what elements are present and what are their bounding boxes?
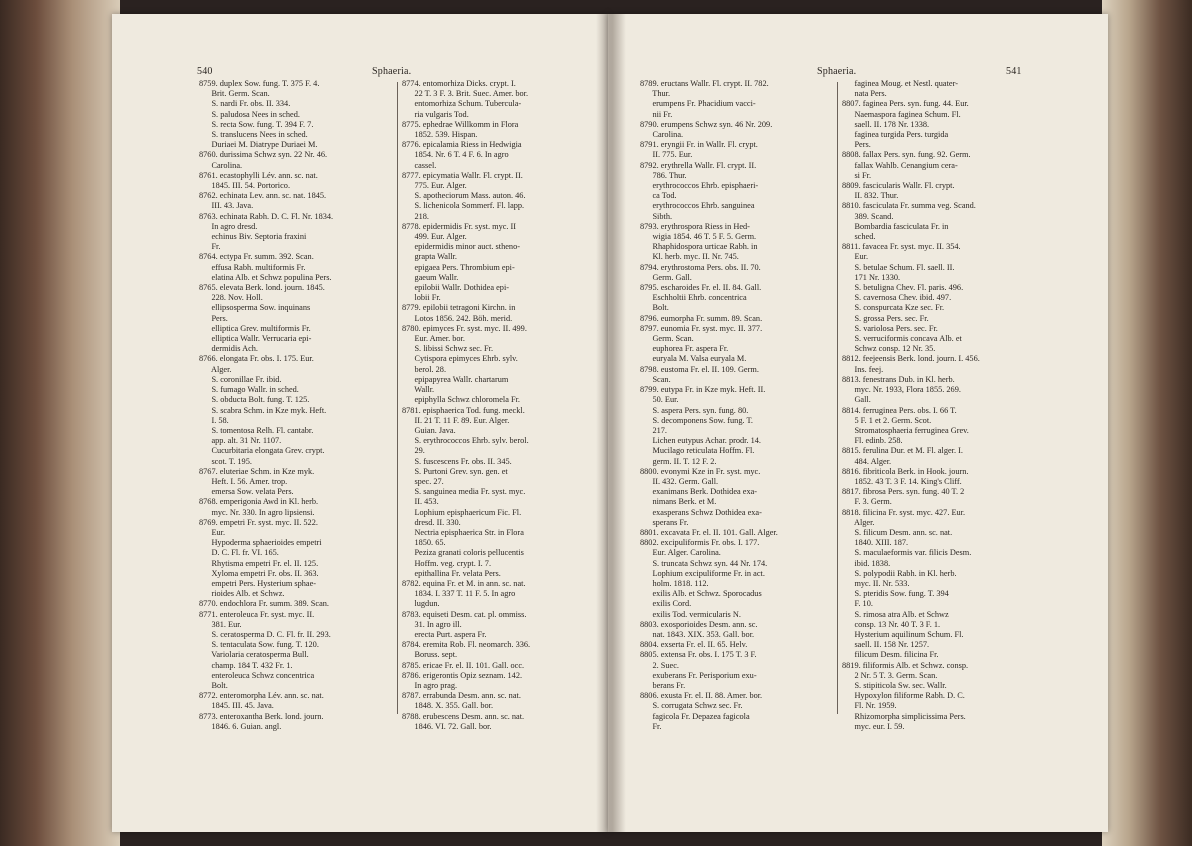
entry-line: II. 832. Thur. <box>842 191 899 201</box>
entry-line: 8809. fascicularis Wallr. Fl. crypt. <box>842 181 955 191</box>
book-edge-left <box>0 0 120 846</box>
entry-line: S. libissi Schwz sec. Fr. <box>402 344 494 354</box>
entry-line: Ins. feej. <box>842 364 884 374</box>
entry-line: 1846. 6. Guian. angl. <box>199 721 282 731</box>
entry-line: germ. II. T. 12 F. 2. <box>640 456 717 466</box>
entry-line: III. 43. Java. <box>199 201 254 211</box>
left-page-number: 540 <box>197 66 213 77</box>
entry-line: Eur. Amer. bor. <box>402 334 465 344</box>
entry-line: 1834. I. 337 T. 11 F. 5. In agro <box>402 589 516 599</box>
entry-line: epigaea Pers. Thrombium epi- <box>402 262 515 272</box>
entry-line: Carolina. <box>199 160 243 170</box>
entry-line: Sibth. <box>640 211 673 221</box>
entry-line: cassel. <box>402 160 437 170</box>
entry-line: nimans Berk. et M. <box>640 497 717 507</box>
entry-line: 1846. VI. 72. Gall. bor. <box>402 721 492 731</box>
entry-line: S. grossa Pers. sec. Fr. <box>842 313 929 323</box>
entry-line: 1845. III. 45. Java. <box>199 701 274 711</box>
entry-line: Alger. <box>842 517 875 527</box>
entry-line: 8810. fasciculata Fr. summa veg. Scand. <box>842 201 976 211</box>
entry-line: S. filicum Desm. ann. sc. nat. <box>842 527 953 537</box>
entry-line: S. lichenicola Sommerf. Fl. lapp. <box>402 201 525 211</box>
entry-line: Thur. <box>640 89 671 99</box>
entry-line: 8785. ericae Fr. el. II. 101. Gall. occ. <box>402 660 525 670</box>
entry-line: 8783. equiseti Desm. cat. pl. ommiss. <box>402 609 527 619</box>
entry-line: 8771. enteroleuca Fr. syst. myc. II. <box>199 609 315 619</box>
entry-line: scot. T. 195. <box>199 456 252 466</box>
entry-line: Lotos 1856. 242. Böh. merid. <box>402 313 513 323</box>
entry-line: 8767. eluteriae Schm. in Kze myk. <box>199 466 315 476</box>
entry-line: 8806. exusta Fr. el. II. 88. Amer. bor. <box>640 691 763 701</box>
entry-line: Heft. I. 56. Amer. trop. <box>199 476 288 486</box>
entry-line: sched. <box>842 232 876 242</box>
entry-line: exilis Alb. et Schwz. Sporocadus <box>640 589 762 599</box>
entry-line: I. 58. <box>199 415 229 425</box>
entry-line: 499. Eur. Alger. <box>402 232 467 242</box>
entry-line: erumpens Fr. Phacidium vacci- <box>640 99 756 109</box>
entry-line: Alger. <box>199 364 232 374</box>
entry-line: 217. <box>640 425 667 435</box>
entry-line: ca Tod. <box>640 191 677 201</box>
entry-line: 8787. errabunda Desm. ann. sc. nat. <box>402 691 521 701</box>
entry-line: Variolaria ceratosperma Bull. <box>199 650 309 660</box>
entry-line: 8777. epicymatia Wallr. Fl. crypt. II. <box>402 170 523 180</box>
entry-line: S. paludosa Nees in sched. <box>199 109 300 119</box>
entry-line: 8815. ferulina Dur. et M. Fl. alger. I. <box>842 446 963 456</box>
entry-line: Rhizomorpha simplicissima Pers. <box>842 711 966 721</box>
entry-line: ellipsosperma Sow. inquinans <box>199 303 311 313</box>
entry-line: si Fr. <box>842 170 872 180</box>
entry-line: enteroleuca Schwz concentrica <box>199 670 315 680</box>
entry-line: 8804. exserta Fr. el. II. 65. Helv. <box>640 640 748 650</box>
entry-line: 8797. eunomia Fr. syst. myc. II. 377. <box>640 323 763 333</box>
entry-line: 1850. 65. <box>402 538 446 548</box>
entry-line: 8786. erigerontis Opiz seznam. 142. <box>402 670 523 680</box>
entry-line: 8779. epilobii tetragoni Kirchn. in <box>402 303 516 313</box>
entry-line: Wallr. <box>402 385 435 395</box>
entry-line: 8817. fibrosa Pers. syn. fung. 40 T. 2 <box>842 487 965 497</box>
entry-line: 8813. fenestrans Dub. in Kl. herb. <box>842 374 955 384</box>
entry-line: 8788. erubescens Desm. ann. sc. nat. <box>402 711 525 721</box>
entry-line: 50. Eur. <box>640 395 679 405</box>
entry-line: exasperans Schwz Dothidea exa- <box>640 507 762 517</box>
entry-line: Hysterium aquilinum Schum. Fl. <box>842 629 964 639</box>
entry-line: elatina Alb. et Schwz populina Pers. <box>199 272 332 282</box>
entry-line: myc. II. Nr. 533. <box>842 578 910 588</box>
entry-line: 484. Alger. <box>842 456 892 466</box>
entry-line: 218. <box>402 211 429 221</box>
entry-line: 8768. emperigonia Awd in Kl. herb. <box>199 497 319 507</box>
entry-line: 8780. epimyces Fr. syst. myc. II. 499. <box>402 323 527 333</box>
entry-line: 786. Thur. <box>640 170 687 180</box>
entry-line: 2. Suec. <box>640 660 679 670</box>
entry-line: Lophium episphaericum Fic. Fl. <box>402 507 522 517</box>
entry-line: 8803. exosporioides Desm. ann. sc. <box>640 619 758 629</box>
entry-line: Duriaei M. Diatrype Duriaei M. <box>199 140 318 150</box>
entry-line: S. recta Sow. fung. T. 394 F. 7. <box>199 119 314 129</box>
entry-line: Stromatosphaeria ferruginea Grev. <box>842 425 969 435</box>
left-column-rule <box>397 82 398 714</box>
entry-line: 8791. eryngii Fr. in Wallr. Fl. crypt. <box>640 140 758 150</box>
entry-line: myc. Nr. 330. In agro lipsiensi. <box>199 507 315 517</box>
entry-line: nii Fr. <box>640 109 673 119</box>
entry-line: S. fumago Wallr. in sched. <box>199 385 299 395</box>
entry-line: Boruss. sept. <box>402 650 458 660</box>
entry-line: epilobii Wallr. Dothidea epi- <box>402 283 510 293</box>
entry-line: Cucurbitaria elongata Grev. crypt. <box>199 446 325 456</box>
right-column-2 <box>842 79 980 732</box>
entry-line: Peziza granati coloris pellucentis <box>402 548 524 558</box>
entry-line: 1848. X. 355. Gall. bor. <box>402 701 494 711</box>
left-page <box>112 14 608 832</box>
entry-line: 8805. extensa Fr. obs. I. 175 T. 3 F. <box>640 650 757 660</box>
entry-line: 8759. duplex Sow. fung. T. 375 F. 4. <box>199 79 320 88</box>
entry-line: ibid. 1838. <box>842 558 891 568</box>
entry-line: 8796. eumorpha Fr. summ. 89. Scan. <box>640 313 763 323</box>
entry-line: S. coronillae Fr. ibid. <box>199 374 282 384</box>
entry-line: Fr. <box>199 242 221 252</box>
entry-line: Fl. edinb. 258. <box>842 436 903 446</box>
entry-line: II. 432. Germ. Gall. <box>640 476 719 486</box>
entry-line: II. 21 T. 11 F. 89. Eur. Alger. <box>402 415 510 425</box>
entry-line: S. apotheciorum Mass. auton. 46. <box>402 191 526 201</box>
entry-line: 171 Nr. 1330. <box>842 272 901 282</box>
left-column-1 <box>199 79 333 732</box>
entry-line: In agro dresd. <box>199 221 258 231</box>
entry-line: S. Purtoni Grev. syn. gen. et <box>402 466 508 476</box>
entry-line: 8800. evonymi Kze in Fr. syst. myc. <box>640 466 761 476</box>
entry-line: erythrococcos Ehrb. sanguinea <box>640 201 755 211</box>
entry-line: Hoffm. veg. crypt. I. 7. <box>402 558 492 568</box>
page-gutter <box>596 14 626 832</box>
entry-line: Germ. Scan. <box>640 334 694 344</box>
entry-line: S. scabra Schm. in Kze myk. Heft. <box>199 405 327 415</box>
entry-line: Eur. Alger. Carolina. <box>640 548 721 558</box>
entry-line: 1845. III. 54. Portorico. <box>199 181 291 191</box>
entry-line: 8793. erythrospora Riess in Hed- <box>640 221 750 231</box>
entry-line: nat. 1843. XIX. 353. Gall. bor. <box>640 629 755 639</box>
entry-line: S. fuscescens Fr. obs. II. 345. <box>402 456 512 466</box>
entry-line: Carolina. <box>640 130 684 140</box>
entry-line: 8781. episphaerica Tod. fung. meckl. <box>402 405 525 415</box>
entry-line: sperans Fr. <box>640 517 689 527</box>
entry-line: S. betuligna Chev. Fl. paris. 496. <box>842 283 964 293</box>
entry-line: exanimans Berk. Dothidea exa- <box>640 487 758 497</box>
entry-line: euphorea Fr. aspera Fr. <box>640 344 729 354</box>
entry-line: epipapyrea Wallr. chartarum <box>402 374 509 384</box>
entry-line: elliptica Grev. multiformis Fr. <box>199 323 311 333</box>
entry-line: S. decomponens Sow. fung. T. <box>640 415 753 425</box>
entry-line: Kl. herb. myc. II. Nr. 745. <box>640 252 739 262</box>
entry-line: Fl. Nr. 1959. <box>842 701 897 711</box>
entry-line: epidermidis minor auct. stheno- <box>402 242 520 252</box>
entry-line: consp. 13 Nr. 40 T. 3 F. 1. <box>842 619 941 629</box>
entry-line: In agro prag. <box>402 680 458 690</box>
entry-line: 8765. elevata Berk. lond. journ. 1845. <box>199 283 325 293</box>
entry-line: S. translucens Nees in sched. <box>199 130 308 140</box>
entry-line: Rhaphidospora urticae Rabh. in <box>640 242 758 252</box>
entry-line: 8801. excavata Fr. el. II. 101. Gall. Alger. <box>640 527 778 537</box>
entry-line: Pers. <box>199 313 228 323</box>
entry-line: 5 F. 1 et 2. Germ. Scot. <box>842 415 932 425</box>
entry-line: 8761. ecastophylli Lév. ann. sc. nat. <box>199 170 318 180</box>
entry-line: Nectria episphaerica Str. in Flora <box>402 527 524 537</box>
entry-line: 8773. enteroxantha Berk. lond. journ. <box>199 711 324 721</box>
entry-line: 8816. fibriticola Berk. in Hook. journ. <box>842 466 969 476</box>
entry-line: 775. Eur. Alger. <box>402 181 467 191</box>
entry-line: 8772. enteromorpha Lév. ann. sc. nat. <box>199 691 324 701</box>
entry-line: Lophium excipuliforme Fr. in act. <box>640 568 765 578</box>
entry-line: 8775. ephedrae Willkomm in Flora <box>402 119 519 129</box>
entry-line: saell. II. 178 Nr. 1338. <box>842 119 930 129</box>
entry-line: 8774. entomorhiza Dicks. crypt. I. <box>402 79 516 88</box>
entry-line: 381. Eur. <box>199 619 242 629</box>
entry-line: erythrococcos Ehrb. episphaeri- <box>640 181 759 191</box>
entry-line: Bolt. <box>640 303 669 313</box>
entry-line: emersa Sow. velata Pers. <box>199 487 294 497</box>
entry-line: S. sanguinea media Fr. syst. myc. <box>402 487 526 497</box>
entry-line: Guian. Java. <box>402 425 456 435</box>
entry-line: 1840. XIII. 187. <box>842 538 909 548</box>
entry-line: F. 3. Germ. <box>842 497 892 507</box>
entry-line: S. conspurcata Kze sec. Fr. <box>842 303 945 313</box>
entry-line: Cytispora epimyces Ehrb. sylv. <box>402 354 518 364</box>
entry-line: echinus Biv. Septoria fraxini <box>199 232 307 242</box>
entry-line: S. betulae Schum. Fl. saell. II. <box>842 262 955 272</box>
entry-line: Naemaspora faginea Schum. Fl. <box>842 109 961 119</box>
entry-line: Bolt. <box>199 680 228 690</box>
entry-line: 8792. erythrella Wallr. Fl. crypt. II. <box>640 160 757 170</box>
entry-line: 8807. faginea Pers. syn. fung. 44. Eur. <box>842 99 969 109</box>
entry-line: effusa Rabh. multiformis Fr. <box>199 262 306 272</box>
left-column-2 <box>402 79 530 732</box>
entry-line: F. 10. <box>842 599 873 609</box>
entry-line: dermidis Ach. <box>199 344 258 354</box>
entry-line: saell. II. 158 Nr. 1257. <box>842 640 930 650</box>
entry-line: S. tentaculata Sow. fung. T. 120. <box>199 640 319 650</box>
entry-line: lugdun. <box>402 599 440 609</box>
entry-line: 8795. escharoides Fr. el. II. 84. Gall. <box>640 283 762 293</box>
entry-line: erecta Purt. aspera Fr. <box>402 629 487 639</box>
entry-line: Hypoderma sphaerioides empetri <box>199 538 322 548</box>
entry-line: 1852. 539. Hispan. <box>402 130 478 140</box>
entry-line: S. stipiticola Sw. sec. Wallr. <box>842 680 947 690</box>
entry-line: grapta Wallr. <box>402 252 457 262</box>
entry-line: myc. eur. I. 59. <box>842 721 905 731</box>
entry-line: 31. In agro ill. <box>402 619 462 629</box>
entry-line: 8812. feejeensis Berk. lond. journ. I. 456. <box>842 354 980 364</box>
entry-line: gaeum Wallr. <box>402 272 459 282</box>
entry-line: S. corrugata Schwz sec. Fr. <box>640 701 743 711</box>
entry-line: dresd. II. 330. <box>402 517 461 527</box>
entry-line: Fr. <box>640 721 662 731</box>
entry-line: Eschholtii Ehrb. concentrica <box>640 293 747 303</box>
entry-line: berans Fr. <box>640 680 686 690</box>
entry-line: exilis Cord. <box>640 599 692 609</box>
entry-line: 8770. endochlora Fr. summ. 389. Scan. <box>199 599 329 609</box>
entry-line: 8811. favacea Fr. syst. myc. II. 354. <box>842 242 961 252</box>
entry-line: berol. 28. <box>402 364 447 374</box>
entry-line: 8766. elongata Fr. obs. I. 175. Eur. <box>199 354 314 364</box>
book-edge-right <box>1102 0 1192 846</box>
entry-line: 8776. epicalamia Riess in Hedwigia <box>402 140 522 150</box>
entry-line: app. alt. 31 Nr. 1107. <box>199 436 282 446</box>
entry-line: fallax Wahlb. Cenangium cera- <box>842 160 958 170</box>
right-running-head: Sphaeria. <box>817 66 857 77</box>
entry-line: ria vulgaris Tod. <box>402 109 469 119</box>
entry-line: 8794. erythrostoma Pers. obs. II. 70. <box>640 262 761 272</box>
entry-line: exilis Tod. vermicularis N. <box>640 609 741 619</box>
entry-line: 8784. eremita Rob. Fl. neomarch. 336. <box>402 640 531 650</box>
entry-line: S. variolosa Pers. sec. Fr. <box>842 323 938 333</box>
entry-line: 8789. eructans Wallr. Fl. crypt. II. 782. <box>640 79 769 88</box>
entry-line: S. pteridis Sow. fung. T. 394 <box>842 589 949 599</box>
entry-line: exuberans Fr. Perisporium exu- <box>640 670 757 680</box>
entry-line: S. ceratosperma D. C. Fl. fr. II. 293. <box>199 629 331 639</box>
entry-line: Schwz consp. 12 Nr. 35. <box>842 344 936 354</box>
entry-line: S. cavernosa Chev. ibid. 497. <box>842 293 952 303</box>
entry-line: S. maculaeformis var. filicis Desm. <box>842 548 972 558</box>
entry-line: 8769. empetri Fr. syst. myc. II. 522. <box>199 517 318 527</box>
entry-line: 8819. filiformis Alb. et Schwz. consp. <box>842 660 969 670</box>
entry-line: wigia 1854. 46 T. 5 F. 5. Germ. <box>640 232 757 242</box>
entry-line: fagicola Fr. Depazea fagicola <box>640 711 750 721</box>
entry-line: 8808. fallax Pers. syn. fung. 92. Germ. <box>842 150 971 160</box>
right-column-rule <box>837 82 838 714</box>
entry-line: 8778. epidermidis Fr. syst. myc. II <box>402 221 517 231</box>
entry-line: faginea turgida Pers. turgida <box>842 130 949 140</box>
entry-line: myc. Nr. 1933, Flora 1855. 269. <box>842 385 961 395</box>
left-running-head: Sphaeria. <box>372 66 412 77</box>
entry-line: II. 453. <box>402 497 439 507</box>
entry-line: S. obducta Bolt. fung. T. 125. <box>199 395 310 405</box>
entry-line: Germ. Gall. <box>640 272 692 282</box>
entry-line: Lichen eutypus Achar. prodr. 14. <box>640 436 761 446</box>
right-column-1 <box>640 79 778 732</box>
entry-line: Brit. Germ. Scan. <box>199 89 270 99</box>
entry-line: epiphylla Schwz chloromela Fr. <box>402 395 520 405</box>
entry-line: S. nardi Fr. obs. II. 334. <box>199 99 291 109</box>
entry-line: 8782. equina Fr. et M. in ann. sc. nat. <box>402 578 526 588</box>
entry-line: Pers. <box>842 140 871 150</box>
entry-line: II. 775. Eur. <box>640 150 693 160</box>
entry-line: S. truncata Schwz syn. 44 Nr. 174. <box>640 558 768 568</box>
entry-line: spec. 27. <box>402 476 444 486</box>
entry-line: Mucilago reticulata Hoffm. Fl. <box>640 446 755 456</box>
entry-line: 8760. durissima Schwz syn. 22 Nr. 46. <box>199 150 328 160</box>
entry-line: rioides Alb. et Schwz. <box>199 589 285 599</box>
entry-line: S. aspera Pers. syn. fung. 80. <box>640 405 749 415</box>
entry-line: holm. 1818. 112. <box>640 578 709 588</box>
entry-line: 8790. erumpens Schwz syn. 46 Nr. 209. <box>640 119 773 129</box>
entry-line: 1852. 43 T. 3 F. 14. King's Cliff. <box>842 476 962 486</box>
entry-line: lobii Fr. <box>402 293 441 303</box>
entry-line: 8762. echinata Lev. ann. sc. nat. 1845. <box>199 191 327 201</box>
entry-line: Scan. <box>640 374 671 384</box>
entry-line: 8802. excipuliformis Fr. obs. I. 177. <box>640 538 760 548</box>
entry-line: 228. Nov. Holl. <box>199 293 263 303</box>
entry-line: Eur. <box>199 527 226 537</box>
entry-line: Bombardia fasciculata Fr. in <box>842 221 949 231</box>
entry-line: Hypoxylon filiforme Rabh. D. C. <box>842 691 965 701</box>
right-page-number: 541 <box>1006 66 1022 77</box>
entry-line: 22 T. 3 F. 3. Brit. Suec. Amer. bor. <box>402 89 529 99</box>
entry-line: 8763. echinata Rabh. D. C. Fl. Nr. 1834. <box>199 211 334 221</box>
entry-line: euryala M. Valsa euryala M. <box>640 354 747 364</box>
entry-line: 2 Nr. 5 T. 3. Germ. Scan. <box>842 670 938 680</box>
entry-line: S. verruciformis concava Alb. et <box>842 334 962 344</box>
entry-line: 8818. filicina Fr. syst. myc. 427. Eur. <box>842 507 966 517</box>
entry-line: 389. Scand. <box>842 211 894 221</box>
entry-line: 8799. eutypa Fr. in Kze myk. Heft. II. <box>640 385 766 395</box>
entry-line: S. tomentosa Relh. Fl. cantabr. <box>199 425 314 435</box>
entry-line: S. erythrococcos Ehrb. sylv. berol. <box>402 436 529 446</box>
entry-line: Eur. <box>842 252 869 262</box>
entry-line: nata Pers. <box>842 89 887 99</box>
entry-line: 29. <box>402 446 425 456</box>
entry-line: empetri Pers. Hysterium sphae- <box>199 578 317 588</box>
entry-line: 8798. eustoma Fr. el. II. 109. Germ. <box>640 364 759 374</box>
entry-line: champ. 184 T. 432 Fr. 1. <box>199 660 293 670</box>
entry-line: S. rimosa atra Alb. et Schwz <box>842 609 949 619</box>
entry-line: filicum Desm. filicina Fr. <box>842 650 939 660</box>
entry-line: 1854. Nr. 6 T. 4 F. 6. In agro <box>402 150 509 160</box>
entry-line: Rhytisma empetri Fr. el. II. 125. <box>199 558 319 568</box>
entry-line: D. C. Fl. fr. VI. 165. <box>199 548 279 558</box>
entry-line: S. polypodii Rabh. in Kl. herb. <box>842 568 957 578</box>
entry-line: Xyloma empetri Fr. obs. II. 363. <box>199 568 319 578</box>
entry-line: 8764. ectypa Fr. summ. 392. Scan. <box>199 252 314 262</box>
entry-line: faginea Moug. et Nestl. quater- <box>842 79 958 88</box>
entry-line: epithallina Fr. velata Pers. <box>402 568 501 578</box>
entry-line: elliptica Wallr. Verrucaria epi- <box>199 334 312 344</box>
entry-line: entomorhiza Schum. Tubercula- <box>402 99 522 109</box>
entry-line: Gall. <box>842 395 871 405</box>
entry-line: 8814. ferruginea Pers. obs. I. 66 T. <box>842 405 957 415</box>
